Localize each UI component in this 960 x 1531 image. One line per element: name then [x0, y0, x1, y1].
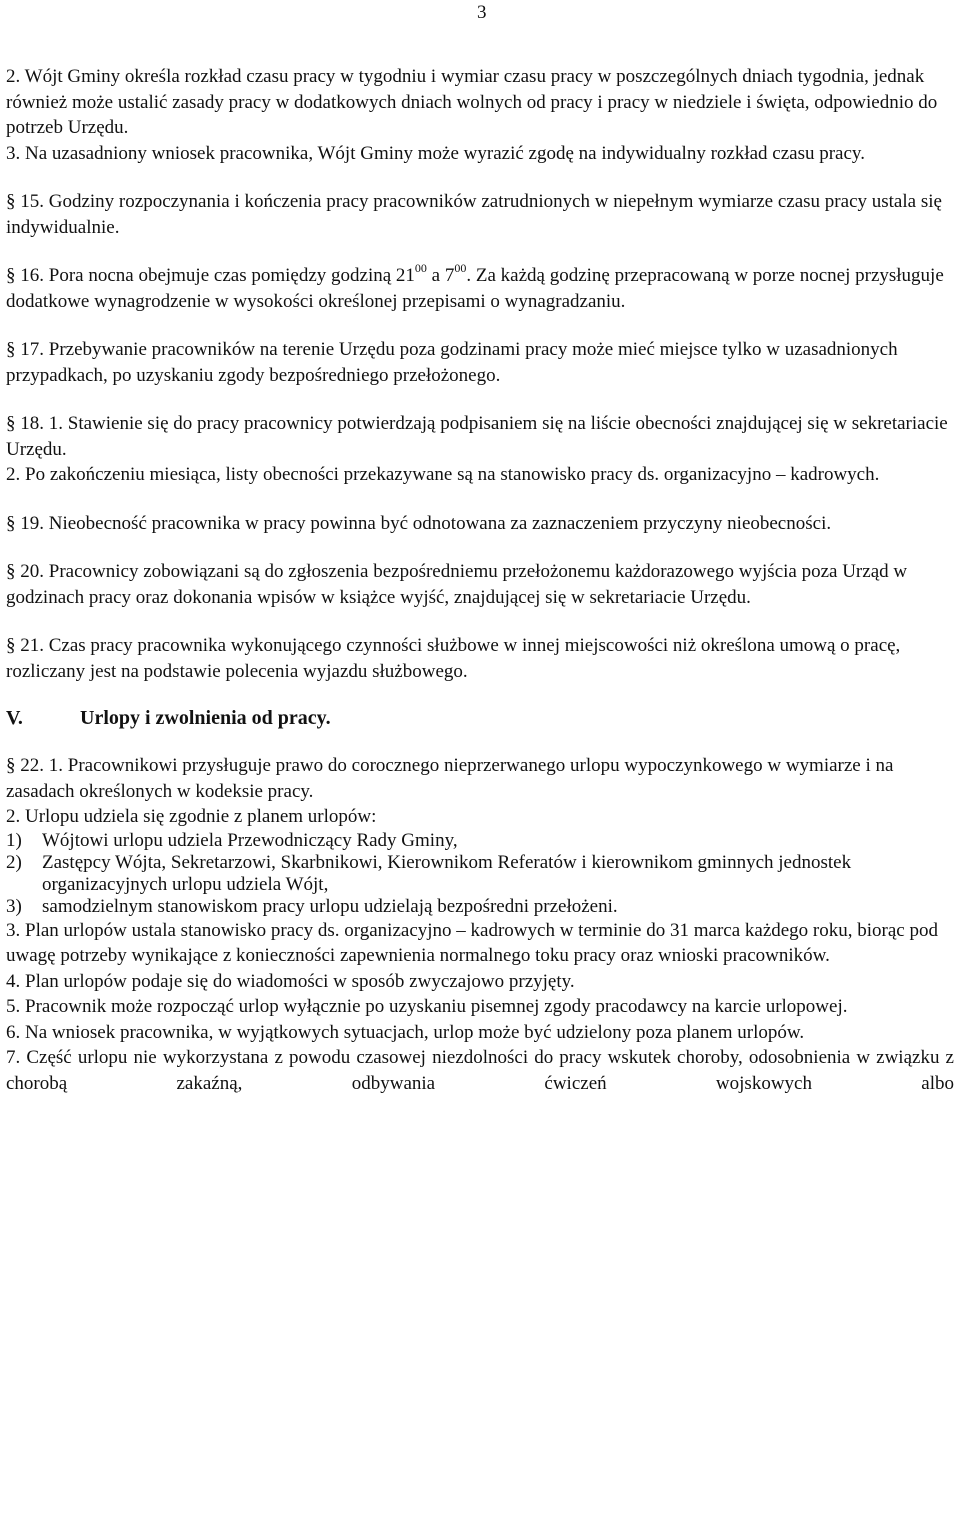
section-19: § 19. Nieobecność pracownika w pracy powinna być odnotowana za zaznaczeniem przyczyny nieobecności.: [6, 512, 832, 534]
list-item-number: 3): [6, 895, 22, 917]
section-v-heading: [6, 707, 954, 730]
section-16: [6, 263, 954, 314]
paragraph-2: 2. Wójt Gminy określa rozkład czasu pracy w tygodniu i wymiar czasu pracy w poszczególnych dniach tygodnia, jednak również może ustalić zasady pracy w dodatkowych dniach wolnych od pracy i pracy w niedziele i święta, odpowiednio do potrzeb Urzędu.: [6, 66, 938, 138]
list-item-text: Zastępcy Wójta, Sekretarzowi, Skarbnikowi, Kierownikom Referatów i kierownikom gminnych jednostek organizacyjnych urlopu udziela Wójt,: [42, 851, 852, 895]
section-15: § 15. Godziny rozpoczynania i kończenia pracy pracowników zatrudnionych w niepełnym wymiarze czasu pracy ustala się indywidualnie.: [6, 191, 942, 238]
document-body: [6, 64, 954, 1096]
list-item: [6, 852, 954, 896]
section-18-1: § 18. 1. Stawienie się do pracy pracownicy potwierdzają podpisaniem się na liście obecności znajdującej się w sekretariacie Urzędu.: [6, 413, 948, 460]
section-22-6: 6. Na wniosek pracownika, w wyjątkowych sytuacjach, urlop może być udzielony poza planem urlopów.: [6, 1021, 805, 1043]
list-item-number: 1): [6, 829, 22, 851]
list-item: [6, 896, 954, 918]
list-item-text: samodzielnym stanowiskom pracy urlopu udzielają bezpośredni przełożeni.: [42, 895, 618, 917]
section-16-sup-1: 00: [414, 261, 427, 275]
paragraph-3: 3. Na uzasadniony wniosek pracownika, Wójt Gminy może wyrazić zgodę na indywidualny rozkład czasu pracy.: [6, 142, 865, 164]
section-16-text-c: . Za każdą godzinę przepracowaną w porze nocnej przysługuje dodatkowe wynagrodzenie w wysokości określonej przepisami o wynagradzaniu.: [6, 265, 944, 312]
section-22-1: § 22. 1. Pracownikowi przysługuje prawo do corocznego nieprzerwanego urlopu wypoczynkowego w wymiarze i na zasadach określonych w kodeksie pracy.: [6, 755, 894, 802]
list-item: [6, 830, 954, 852]
list-item-number: 2): [6, 851, 22, 873]
section-18-2: 2. Po zakończeniu miesiąca, listy obecności przekazywane są na stanowisko pracy ds. organizacyjno – kadrowych.: [6, 464, 880, 485]
section-16-sup-2: 00: [454, 261, 467, 275]
section-22-4: 4. Plan urlopów podaje się do wiadomości w sposób zwyczajowo przyjęty.: [6, 970, 575, 992]
section-22-7: 7. Część urlopu nie wykorzystana z powodu czasowej niezdolności do pracy wskutek choroby, odosobnienia w związku z chorobą zakaźną, odbywania ćwiczeń wojskowych albo: [6, 1047, 954, 1094]
section-21: § 21. Czas pracy pracownika wykonującego czynności służbowe w innej miejscowości niż określona umową o pracę, rozliczany jest na podstawie polecenia wyjazdu służbowego.: [6, 635, 901, 682]
list-item-text: Wójtowi urlopu udziela Przewodniczący Rady Gminy,: [42, 829, 458, 851]
section-22-3: 3. Plan urlopów ustala stanowisko pracy ds. organizacyjno – kadrowych w terminie do 31 marca każdego roku, biorąc pod uwagę potrzeby wynikające z konieczności zapewnienia normalnego toku pracy oraz wnioski pracowników.: [6, 919, 938, 966]
section-17: § 17. Przebywanie pracowników na terenie Urzędu poza godzinami pracy może mieć miejsce tylko w uzasadnionych przypadkach, po uzyskaniu zgody bezpośredniego przełożonego.: [6, 339, 898, 386]
section-20: § 20. Pracownicy zobowiązani są do zgłoszenia bezpośredniemu przełożonemu każdorazowego wyjścia poza Urząd w godzinach pracy oraz dokonania wpisów w książce wyjść, znajdującej się w sekretariacie Urzędu.: [6, 561, 908, 608]
section-v-title: Urlopy i zwolnienia od pracy.: [80, 707, 331, 729]
section-22-2: 2. Urlopu udziela się zgodnie z planem urlopów:: [6, 806, 377, 827]
section-22-5: 5. Pracownik może rozpocząć urlop wyłącznie po uzyskaniu pisemnej zgody pracodawcy na karcie urlopowej.: [6, 996, 848, 1017]
page-number: 3: [477, 2, 487, 23]
section-v-number: V.: [6, 707, 23, 729]
section-16-text-b: a 7: [426, 265, 455, 286]
section-16-text-a: § 16. Pora nocna obejmuje czas pomiędzy godziną 21: [6, 265, 415, 286]
